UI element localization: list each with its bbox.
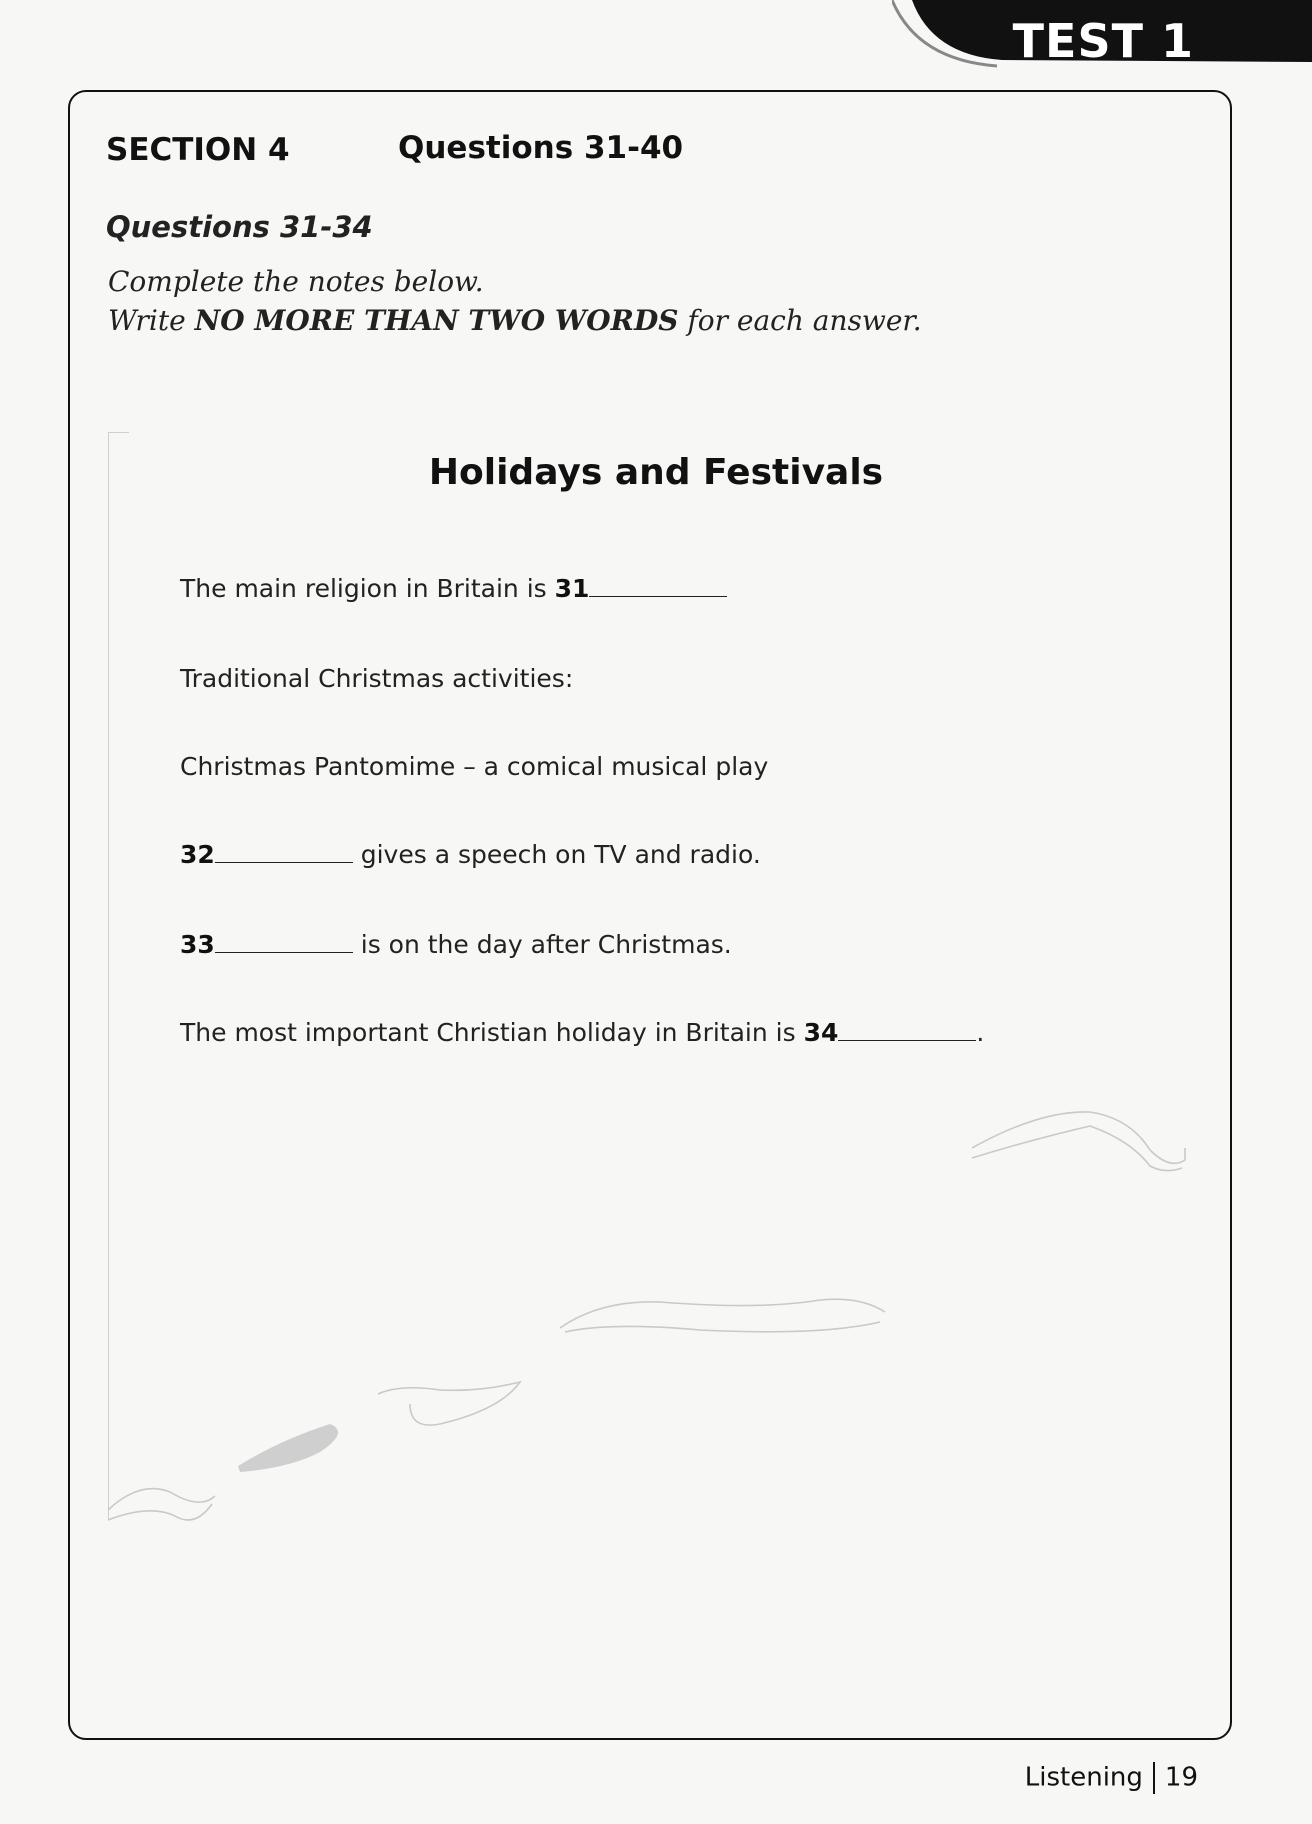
note-line-q32: 32 gives a speech on TV and radio. (180, 840, 761, 869)
note-line-q31: The main religion in Britain is 31 (180, 574, 727, 603)
page-number: 19 (1164, 1762, 1198, 1793)
question-number: 32 (180, 840, 215, 869)
answer-blank-33[interactable] (215, 930, 353, 953)
answer-blank-34[interactable] (838, 1018, 976, 1041)
question-number: 33 (180, 930, 215, 959)
question-number: 31 (554, 574, 590, 603)
section-heading: SECTION 4 (106, 132, 290, 168)
footer-separator (1153, 1762, 1155, 1794)
note-line-q34: The most important Christian holiday in Britain is 34 . (180, 1018, 985, 1047)
note-line-activities: Traditional Christmas activities: (180, 664, 574, 693)
note-line-q33: 33 is on the day after Christmas. (180, 930, 732, 959)
subsection-heading: Questions 31-34 (106, 210, 373, 244)
note-line-pantomime: Christmas Pantomime – a comical musical play (180, 752, 769, 781)
test-label: TEST 1 (1012, 14, 1194, 68)
footer-section-name: Listening (1024, 1762, 1143, 1793)
notes-title: Holidays and Festivals (428, 452, 884, 493)
question-number: 34 (803, 1018, 839, 1047)
answer-blank-32[interactable] (215, 840, 353, 863)
word-limit: NO MORE THAN TWO WORDS (194, 304, 679, 337)
instruction-line-2: Write NO MORE THAN TWO WORDS for each answer. (108, 304, 922, 337)
instruction-line-1: Complete the notes below. (108, 265, 484, 298)
page-footer (1025, 1762, 1198, 1794)
notes-box-border (108, 432, 129, 1519)
test-tab (892, 0, 1312, 80)
page-frame (68, 90, 1232, 1740)
answer-blank-31[interactable] (589, 574, 727, 597)
section-question-range: Questions 31-40 (398, 130, 684, 166)
